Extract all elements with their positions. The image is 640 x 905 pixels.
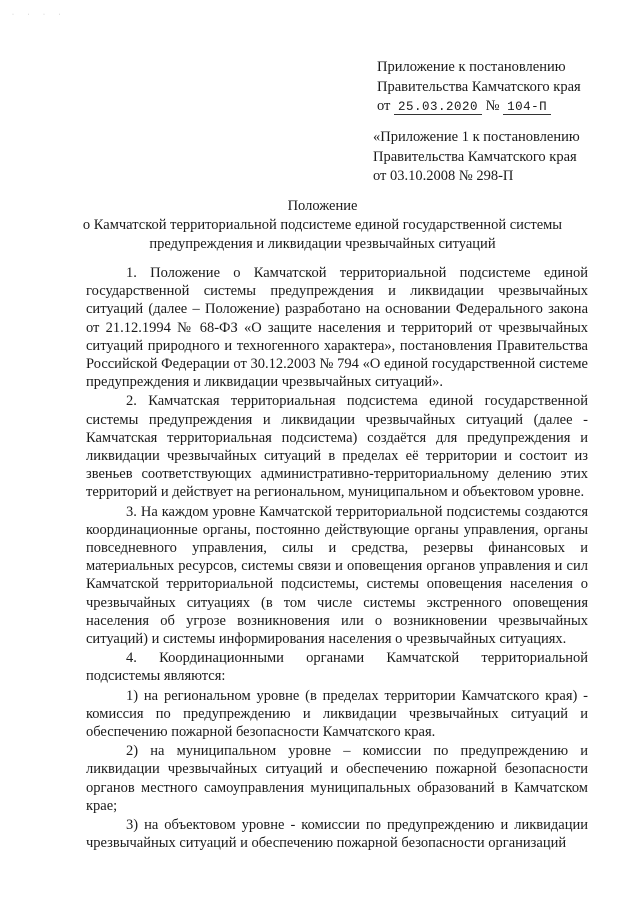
appendix-previous-line3: от 03.10.2008 № 298-П [373,168,514,184]
appendix-header [377,58,627,117]
appendix-header-line1: Приложение к постановлению [377,59,566,75]
document-body [86,264,588,853]
paragraph-2: 2. Камчатская территориальная подсистема единой государственной системы предупреждения и ликвидации чрезвычайных ситуаций (далее - Камчатская территориальная подсистема) создаётся для предупреждения и ликвидации чрезвычайных ситуаций в пределах её территории и состоит из звеньев соответствующих административно-территориальному делению этих территорий и действует на региональном, муниципальном и объектовом уровне. [86,393,588,501]
paragraph-4: 4. Координационными органами Камчатской территориальной подсистемы являются: [86,650,588,685]
title-subtitle: о Камчатской территориальной подсистеме единой государственной системы предупреждения и ликвидации чрезвычайных ситуаций [82,217,563,252]
appendix-header-line2: Правительства Камчатского края [377,78,581,95]
appendix-previous-line1: «Приложение 1 к постановлению [373,129,580,145]
scan-artifact-marks: · · · · [12,12,67,18]
number-value: 104-П [503,100,551,115]
date-prefix: от [377,98,391,114]
title-heading: Положение [287,198,358,214]
appendix-header-date-line [377,97,627,117]
appendix-previous [373,128,623,187]
number-sign: № [485,98,500,114]
document-title [60,197,585,254]
paragraph-3: 3. На каждом уровне Камчатской территориальной подсистемы создаются координационные органы, постоянно действующие органы управления, органы повседневного управления, силы и средства, резервы финансовых и материальных ресурсов, системы связи и оповещения органов управления и сил Камчатской территориальной подсистемы, системы оповещения населения о чрезвычайных ситуациях (в том числе системы экстренного оповещения населения об угрозе возникновения или о возникновении чрезвычайных ситуаций) и системы информирования населения о чрезвычайных ситуациях. [86,503,588,648]
date-value: 25.03.2020 [394,100,482,115]
paragraph-4-3: 3) на объектовом уровне - комиссии по предупреждению и ликвидации чрезвычайных ситуаций и обеспечению пожарной безопасности организаций [86,817,588,852]
appendix-previous-line2: Правительства Камчатского края [373,148,577,165]
paragraph-1: 1. Положение о Камчатской территориальной подсистеме единой государственной системы предупреждения и ликвидации чрезвычайных ситуаций (далее – Положение) разработано на основании Федерального закона от 21.12.1994 № 68-ФЗ «О защите населения и территорий от чрезвычайных ситуаций природного и техногенного характера», постановления Правительства Российской Федерации от 30.12.2003 № 794 «О единой государственной системе предупреждения и ликвидации чрезвычайных ситуаций». [86,265,588,391]
paragraph-4-1: 1) на региональном уровне (в пределах территории Камчатского края) - комиссия по предупреждению и ликвидации чрезвычайных ситуаций и обеспечению пожарной безопасности Камчатского края. [86,687,588,741]
paragraph-4-2: 2) на муниципальном уровне – комиссии по предупреждению и ликвидации чрезвычайных ситуаций и обеспечению пожарной безопасности органов местного самоуправления муниципальных образований в Камчатском крае; [86,743,588,814]
